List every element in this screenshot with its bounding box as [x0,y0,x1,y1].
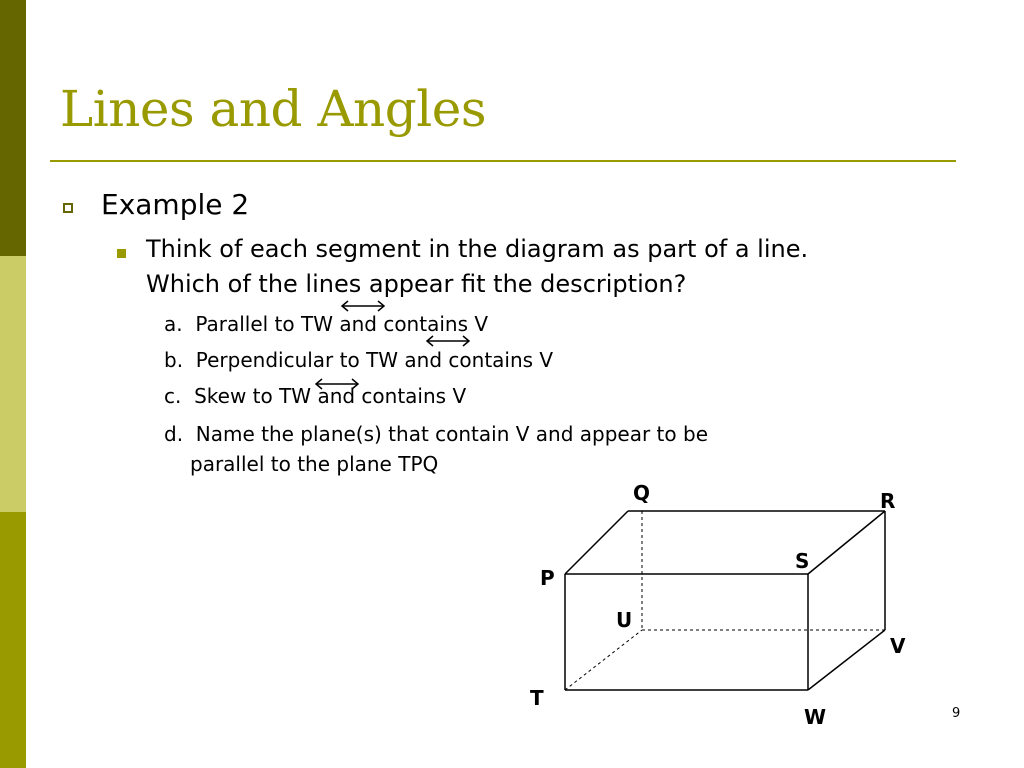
vertex-label-P: P [540,566,555,590]
edge-TU-hidden [565,630,642,690]
edge-WV [808,630,885,690]
vertex-label-T: T [530,686,544,710]
page-number: 9 [952,706,961,721]
prompt-line-1: Think of each segment in the diagram as part of a line. [146,235,809,263]
item-b: b. Perpendicular to TW and contains V [164,348,554,372]
vertex-label-Q: Q [633,481,651,505]
example-heading: Example 2 [101,188,250,221]
slide-title: Lines and Angles [60,80,487,138]
item-c: c. Skew to TW and contains V [164,384,467,408]
item-d-line-2: parallel to the plane TPQ [190,452,439,476]
vertex-label-S: S [795,549,810,573]
vertex-label-U: U [616,608,633,632]
item-a: a. Parallel to TW and contains V [164,312,489,336]
vertex-label-W: W [804,705,827,729]
item-d-line-1: d. Name the plane(s) that contain V and appear to be [164,422,708,446]
vertex-label-V: V [890,634,906,658]
edge-SR [808,511,885,574]
vertex-label-R: R [880,489,896,513]
edge-PQ [565,511,628,574]
prompt-line-2: Which of the lines appear fit the description? [146,270,687,298]
